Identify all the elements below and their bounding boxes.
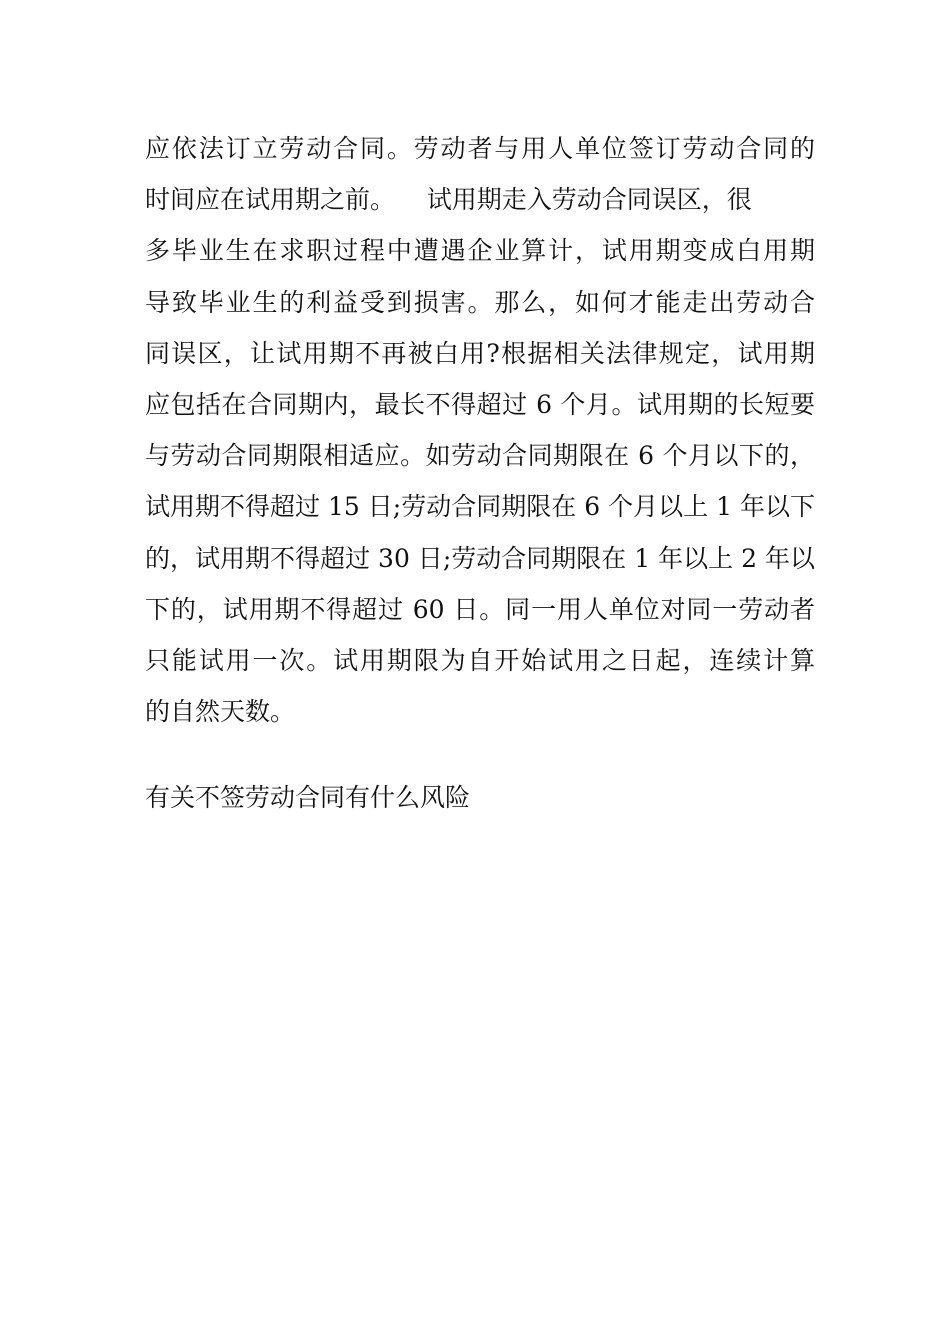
paragraph-line: 试用期不得超过 15 日;劳动合同期限在 6 个月以上 1 年以下 [145,492,815,522]
paragraph-line: 时间应在试用期之前。 试用期走入劳动合同误区，很 [145,185,752,215]
paragraph-line: 导致毕业生的利益受到损害。那么，如何才能走出劳动合 [145,287,815,317]
paragraph-line: 的，试用期不得超过 30 日;劳动合同期限在 1 年以上 2 年以 [145,543,815,573]
paragraph-line: 的自然天数。 [145,697,296,727]
paragraph-line: 同误区，让试用期不再被白用?根据相关法律规定，试用期 [145,338,815,368]
paragraph-line: 只能试用一次。试用期限为自开始试用之日起，连续计算 [145,645,815,675]
paragraph-line: 多毕业生在求职过程中遭遇企业算计，试用期变成白用期 [145,236,815,266]
paragraph-line: 与劳动合同期限相适应。如劳动合同期限在 6 个月以下的， [145,441,815,471]
section-heading: 有关不签劳动合同有什么风险 [145,783,471,812]
paragraph-line: 应依法订立劳动合同。劳动者与用人单位签订劳动合同的 [145,134,815,163]
paragraph-line: 下的，试用期不得超过 60 日。同一用人单位对同一劳动者 [145,594,815,624]
body-paragraph [145,127,815,741]
paragraph-line: 应包括在合同期内，最长不得超过 6 个月。试用期的长短要 [145,389,815,419]
